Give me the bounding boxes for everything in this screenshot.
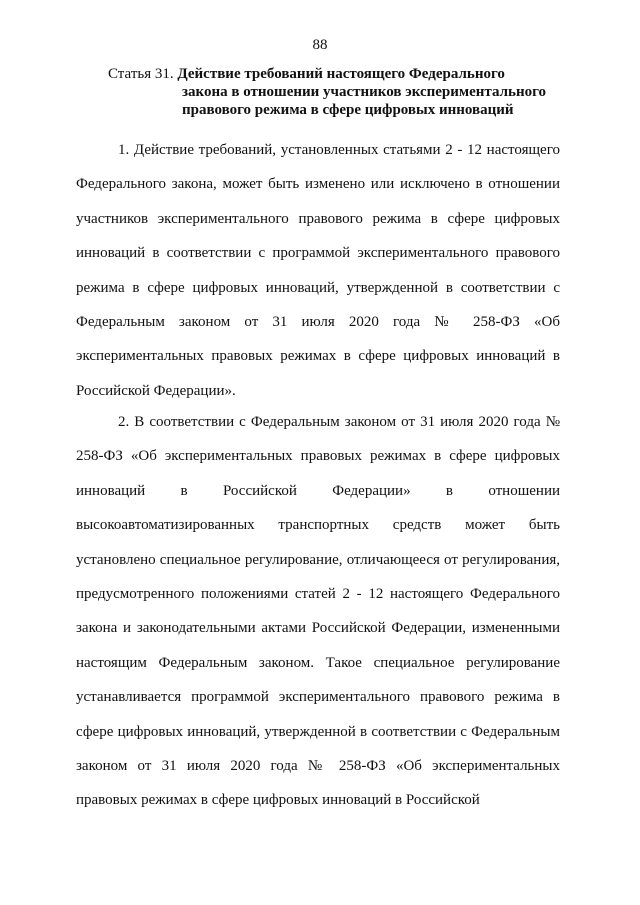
article-title-line-3: правового режима в сфере цифровых инноваций xyxy=(182,102,514,118)
paragraph-2-block xyxy=(76,405,560,818)
article-title-line-2: закона в отношении участников экспериментального xyxy=(182,84,547,100)
paragraph-1: 1. Действие требований, установленных статьями 2 - 12 настоящего Федерального закона, может быть изменено или исключено в отношении участников экспериментального правового режима в сфере цифровых инноваций в соответствии с программой экспериментального правового режима в сфере цифровых инноваций, утвержденной в соответствии с Федеральным законом от 31 июля 2020 года № 258-ФЗ «Об экспериментальных правовых режимах в сфере цифровых инноваций в Российской Федерации». xyxy=(76,142,560,399)
paragraph-1-block xyxy=(76,133,560,408)
paragraph-2: 2. В соответствии с Федеральным законом от 31 июля 2020 года № 258-ФЗ «Об экспериментальных правовых режимах в сфере цифровых инноваций в Российской Федерации» в отношении высокоавтоматизированных транспортных средств может быть установлено специальное регулирование, отличающееся от регулирования, предусмотренного положениями статей 2 - 12 настоящего Федерального закона и законодательными актами Российской Федерации, измененными настоящим Федеральным законом. Такое специальное регулирование устанавливается программой экспериментального правового режима в сфере цифровых инноваций, утвержденной в соответствии с Федеральным законом от 31 июля 2020 года № 258-ФЗ «Об экспериментальных правовых режимах в сфере цифровых инноваций в Российской xyxy=(76,414,560,809)
article-heading-first-line xyxy=(108,65,578,83)
article-label: Статья 31. xyxy=(108,66,174,82)
article-title-line-1: Действие требований настоящего Федерального xyxy=(177,66,505,82)
page-number: 88 xyxy=(312,37,328,53)
article-header xyxy=(108,65,578,119)
